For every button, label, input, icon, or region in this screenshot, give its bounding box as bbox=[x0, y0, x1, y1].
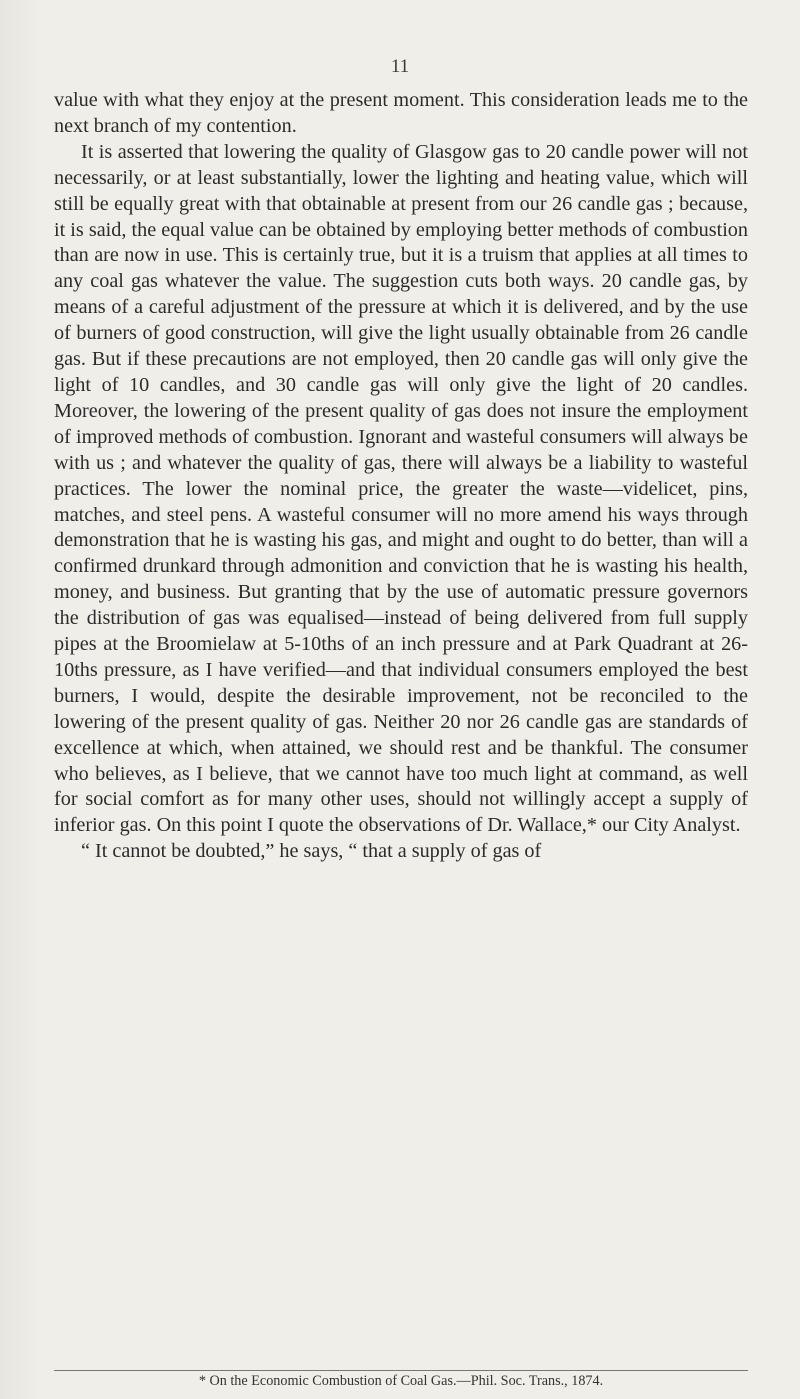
paragraph: It is asserted that lowering the quality of Glasgow gas to 20 candle power will not necessarily, or at least substantially, lower the lighting and heating value, which will still be equally great with that obtainable at present from our 26 candle gas ; because, it is said, the equal value can be obtained by employing better methods of combustion than are now in use. This is certainly true, but it is a truism that applies at all times to any coal gas whatever the value. The suggestion cuts both ways. 20 candle gas, by means of a careful adjustment of the pressure at which it is delivered, and by the use of burners of good construction, will give the light usually obtainable from 26 candle gas. But if these precautions are not employed, then 20 candle gas will only give the light of 10 candles, and 30 candle gas will only give the light of 20 candles. Moreover, the lowering of the present quality of gas does not insure the employment of improved methods of combustion. Ignorant and wasteful consumers will always be with us ; and whatever the quality of gas, there will always be a liability to wasteful practices. The lower the nominal price, the greater the waste—videlicet, pins, matches, and steel pens. A wasteful consumer will no more amend his ways through demonstration that he is wasting his gas, and might and ought to do better, than will a confirmed drunkard through admonition and conviction that he is wasting his health, money, and business. But granting that by the use of automatic pressure governors the distribution of gas was equalised—instead of being delivered from full supply pipes at the Broomielaw at 5-10ths of an inch pressure and at Park Quadrant at 26-10ths pressure, as I have verified—and that individual consumers employed the best burners, I would, despite the desirable improvement, not be reconciled to the lowering of the present quality of gas. Neither 20 nor 26 candle gas are standards of excellence at which, when attained, we should rest and be thankful. The consumer who believes, as I believe, that we cannot have too much light at command, as well for social comfort as for many other uses, should not willingly accept a supply of inferior gas. On this point I quote the observations of Dr. Wallace,* our City Analyst. bbox=[54, 140, 748, 837]
paragraph: “ It cannot be doubted,” he says, “ that a supply of gas of bbox=[81, 840, 542, 863]
footnote-divider bbox=[54, 1370, 748, 1371]
footnote: * On the Economic Combustion of Coal Gas.—Phil. Soc. Trans., 1874. bbox=[198, 1373, 604, 1389]
paragraph: value with what they enjoy at the present moment. This consideration leads me to the next branch of my contention. bbox=[54, 89, 748, 137]
page-number: 11 bbox=[390, 56, 410, 77]
body-text bbox=[54, 88, 748, 865]
